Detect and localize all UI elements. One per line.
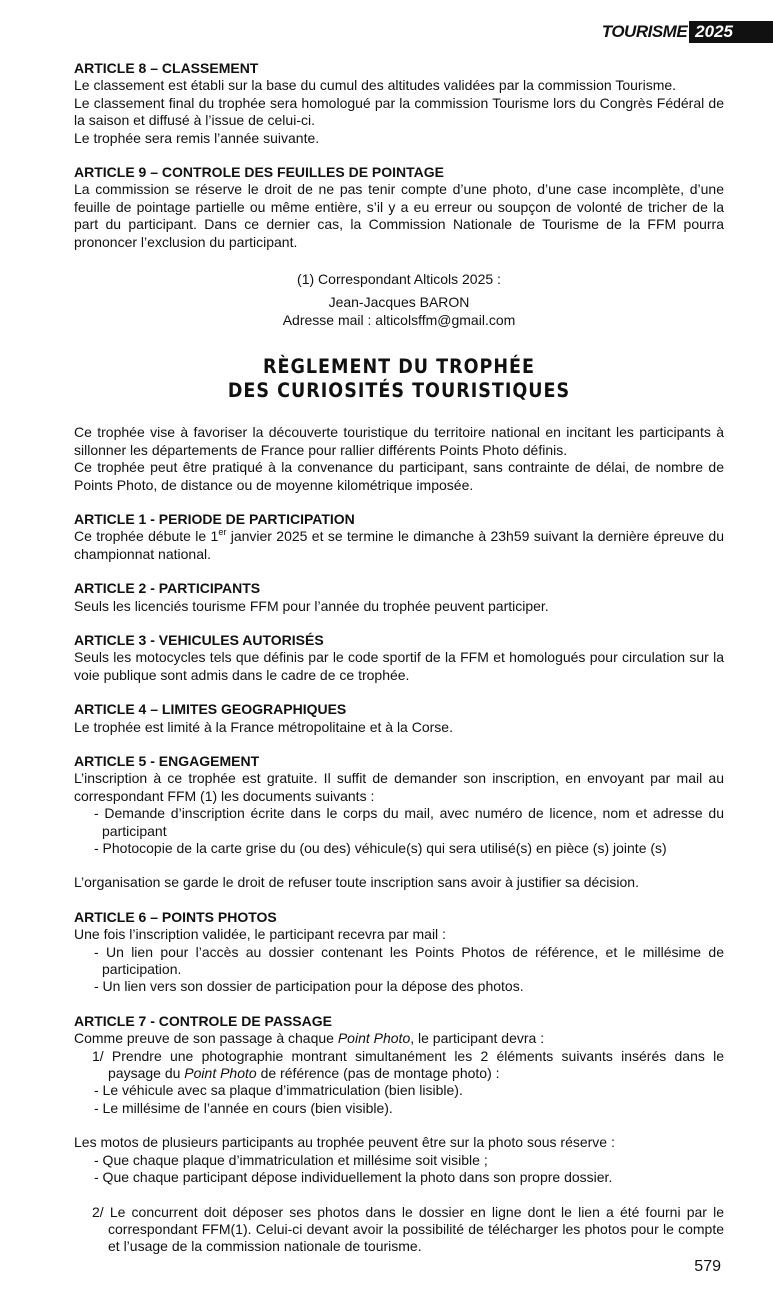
running-header xyxy=(602,21,773,43)
intro-p2: Ce trophée peut être pratiqué à la convenance du participant, sans contrainte de délai, de nombre de Points Photo, de distance ou de moyenne kilométrique imposée. xyxy=(74,459,724,493)
article-5 xyxy=(74,753,724,892)
header-year-badge: 2025 xyxy=(689,21,773,43)
list-item: - Le véhicule avec sa plaque d’immatriculation (bien lisible). xyxy=(94,1082,463,1099)
article-5-title: ARTICLE 5 - ENGAGEMENT xyxy=(74,752,260,769)
list-item: - Le millésime de l’année en cours (bien visible). xyxy=(94,1099,393,1116)
article-7-intro xyxy=(74,1030,724,1047)
article-1-p1 xyxy=(74,528,724,563)
step1-em: Point Photo xyxy=(184,1065,257,1082)
correspondant-box xyxy=(74,271,724,329)
article-5-p2: L’organisation se garde le droit de refuser toute inscription sans avoir à justifier sa décision. xyxy=(74,874,639,891)
article-3 xyxy=(74,632,724,684)
reglement-intro xyxy=(74,424,724,494)
article-1-text-b: janvier 2025 et se termine le dimanche à 23h59 suivant la dernière épreuve du championnat national. xyxy=(74,528,724,562)
article-7-step1-list xyxy=(74,1082,724,1117)
article-2-p1: Seuls les licenciés tourisme FFM pour l’année du trophée peuvent participer. xyxy=(74,597,549,614)
article-9 xyxy=(74,164,724,251)
list-item: - Un lien vers son dossier de participation pour la dépose des photos. xyxy=(94,978,524,995)
article-5-list xyxy=(74,805,724,857)
article-7-intro-a: Comme preuve de son passage à chaque xyxy=(74,1030,338,1047)
article-4-p1: Le trophée est limité à la France métropolitaine et à la Corse. xyxy=(74,718,453,735)
article-8 xyxy=(74,60,724,147)
page-number: 579 xyxy=(694,1258,721,1275)
list-item: - Que chaque participant dépose individuellement la photo dans son propre dossier. xyxy=(94,1169,613,1186)
article-6-title: ARTICLE 6 – POINTS PHOTOS xyxy=(74,908,277,925)
page-content xyxy=(74,60,724,1273)
list-item: - Un lien pour l’accès au dossier contenant les Points Photos de référence, et le millésime de participation. xyxy=(94,943,724,978)
article-7-multi: Les motos de plusieurs participants au trophée peuvent être sur la photo sous réserve : xyxy=(74,1134,615,1151)
intro-p1: Ce trophée vise à favoriser la découverte touristique du territoire national en incitant les participants à sillonner les départements de France pour rallier différents Points Photo définis. xyxy=(74,424,724,458)
list-item: - Que chaque plaque d’immatriculation et millésime soit visible ; xyxy=(94,1151,488,1168)
list-item: - Demande d’inscription écrite dans le corps du mail, avec numéro de licence, nom et adresse du participant xyxy=(94,805,724,839)
article-7-title: ARTICLE 7 - CONTROLE DE PASSAGE xyxy=(74,1012,332,1029)
article-6-p1: Une fois l’inscription validée, le participant recevra par mail : xyxy=(74,926,446,943)
article-7-intro-b: , le participant devra : xyxy=(410,1030,545,1047)
article-8-title: ARTICLE 8 – CLASSEMENT xyxy=(74,60,259,76)
article-1 xyxy=(74,511,724,563)
list-item: - Photocopie de la carte grise du (ou des) véhicule(s) qui sera utilisé(s) en pièce (s) jointe (s) xyxy=(94,840,667,856)
correspondant-line1: (1) Correspondant Alticols 2025 : xyxy=(297,271,501,288)
article-9-title: ARTICLE 9 – CONTROLE DES FEUILLES DE POINTAGE xyxy=(74,164,444,181)
article-7-intro-em: Point Photo xyxy=(337,1030,411,1047)
header-title: TOURISME xyxy=(601,22,688,41)
article-1-title: ARTICLE 1 - PERIODE DE PARTICIPATION xyxy=(74,510,355,527)
article-2 xyxy=(74,580,724,615)
correspondant-email: Adresse mail : alticolsffm@gmail.com xyxy=(282,311,516,328)
article-7-step2 xyxy=(74,1204,724,1256)
article-1-sup: er xyxy=(218,527,227,538)
article-8-p2: Le classement final du trophée sera homologué par la commission Tourisme lors du Congrès Fédéral de la saison et diffusé à l’issue de celui-ci. xyxy=(74,94,724,129)
article-9-p1: La commission se réserve le droit de ne pas tenir compte d’une photo, d’une case incomplète, d’une feuille de pointage partielle ou même entière, s’il y a eu erreur ou soupçon de volonté de tricher de la part du participant. Dans ce dernier cas, la Commission Nationale de Tourisme de la FFM pourra prononcer l’exclusion du participant. xyxy=(74,181,724,250)
article-7-step1-text xyxy=(92,1048,724,1083)
article-8-p3: Le trophée sera remis l’année suivante. xyxy=(74,129,320,146)
article-1-text-a: Ce trophée débute le 1 xyxy=(74,528,219,545)
article-7-step2-text: 2/ Le concurrent doit déposer ses photos dans le dossier en ligne dont le lien a été fourni par le correspondant FFM(1). Celui-ci devant avoir la possibilité de télécharger les photos pour le compte et l’usage de la commission nationale de tourisme. xyxy=(92,1203,724,1255)
step1-b: de référence (pas de montage photo) : xyxy=(256,1065,500,1082)
article-7 xyxy=(74,1013,724,1256)
article-6 xyxy=(74,909,724,996)
step1-a: 1/ Prendre une photographie montrant simultanément les 2 éléments suivants insérés dans le paysage du xyxy=(92,1047,724,1082)
article-4 xyxy=(74,701,724,736)
article-7-step1 xyxy=(74,1048,724,1083)
article-7-multi-list xyxy=(74,1152,724,1187)
article-4-title: ARTICLE 4 – LIMITES GEOGRAPHIQUES xyxy=(74,701,347,718)
article-8-p1: Le classement est établi sur la base du cumul des altitudes validées par la commission Tourisme. xyxy=(74,77,677,94)
correspondant-name: Jean-Jacques BARON xyxy=(328,294,470,311)
article-2-title: ARTICLE 2 - PARTICIPANTS xyxy=(74,580,261,597)
reglement-title xyxy=(74,355,724,403)
article-6-list xyxy=(74,944,724,996)
article-3-p1: Seuls les motocycles tels que définis par le code sportif de la FFM et homologués pour circulation sur la voie publique sont admis dans le cadre de ce trophée. xyxy=(74,649,724,683)
reglement-title-line1: RÈGLEMENT DU TROPHÉE xyxy=(262,355,536,379)
article-5-p1: L’inscription à ce trophée est gratuite. Il suffit de demander son inscription, en envoyant par mail au correspondant FFM (1) les documents suivants : xyxy=(74,770,724,804)
reglement-title-line2: DES CURIOSITÉS TOURISTIQUES xyxy=(227,379,571,403)
article-3-title: ARTICLE 3 - VEHICULES AUTORISÉS xyxy=(74,631,324,648)
